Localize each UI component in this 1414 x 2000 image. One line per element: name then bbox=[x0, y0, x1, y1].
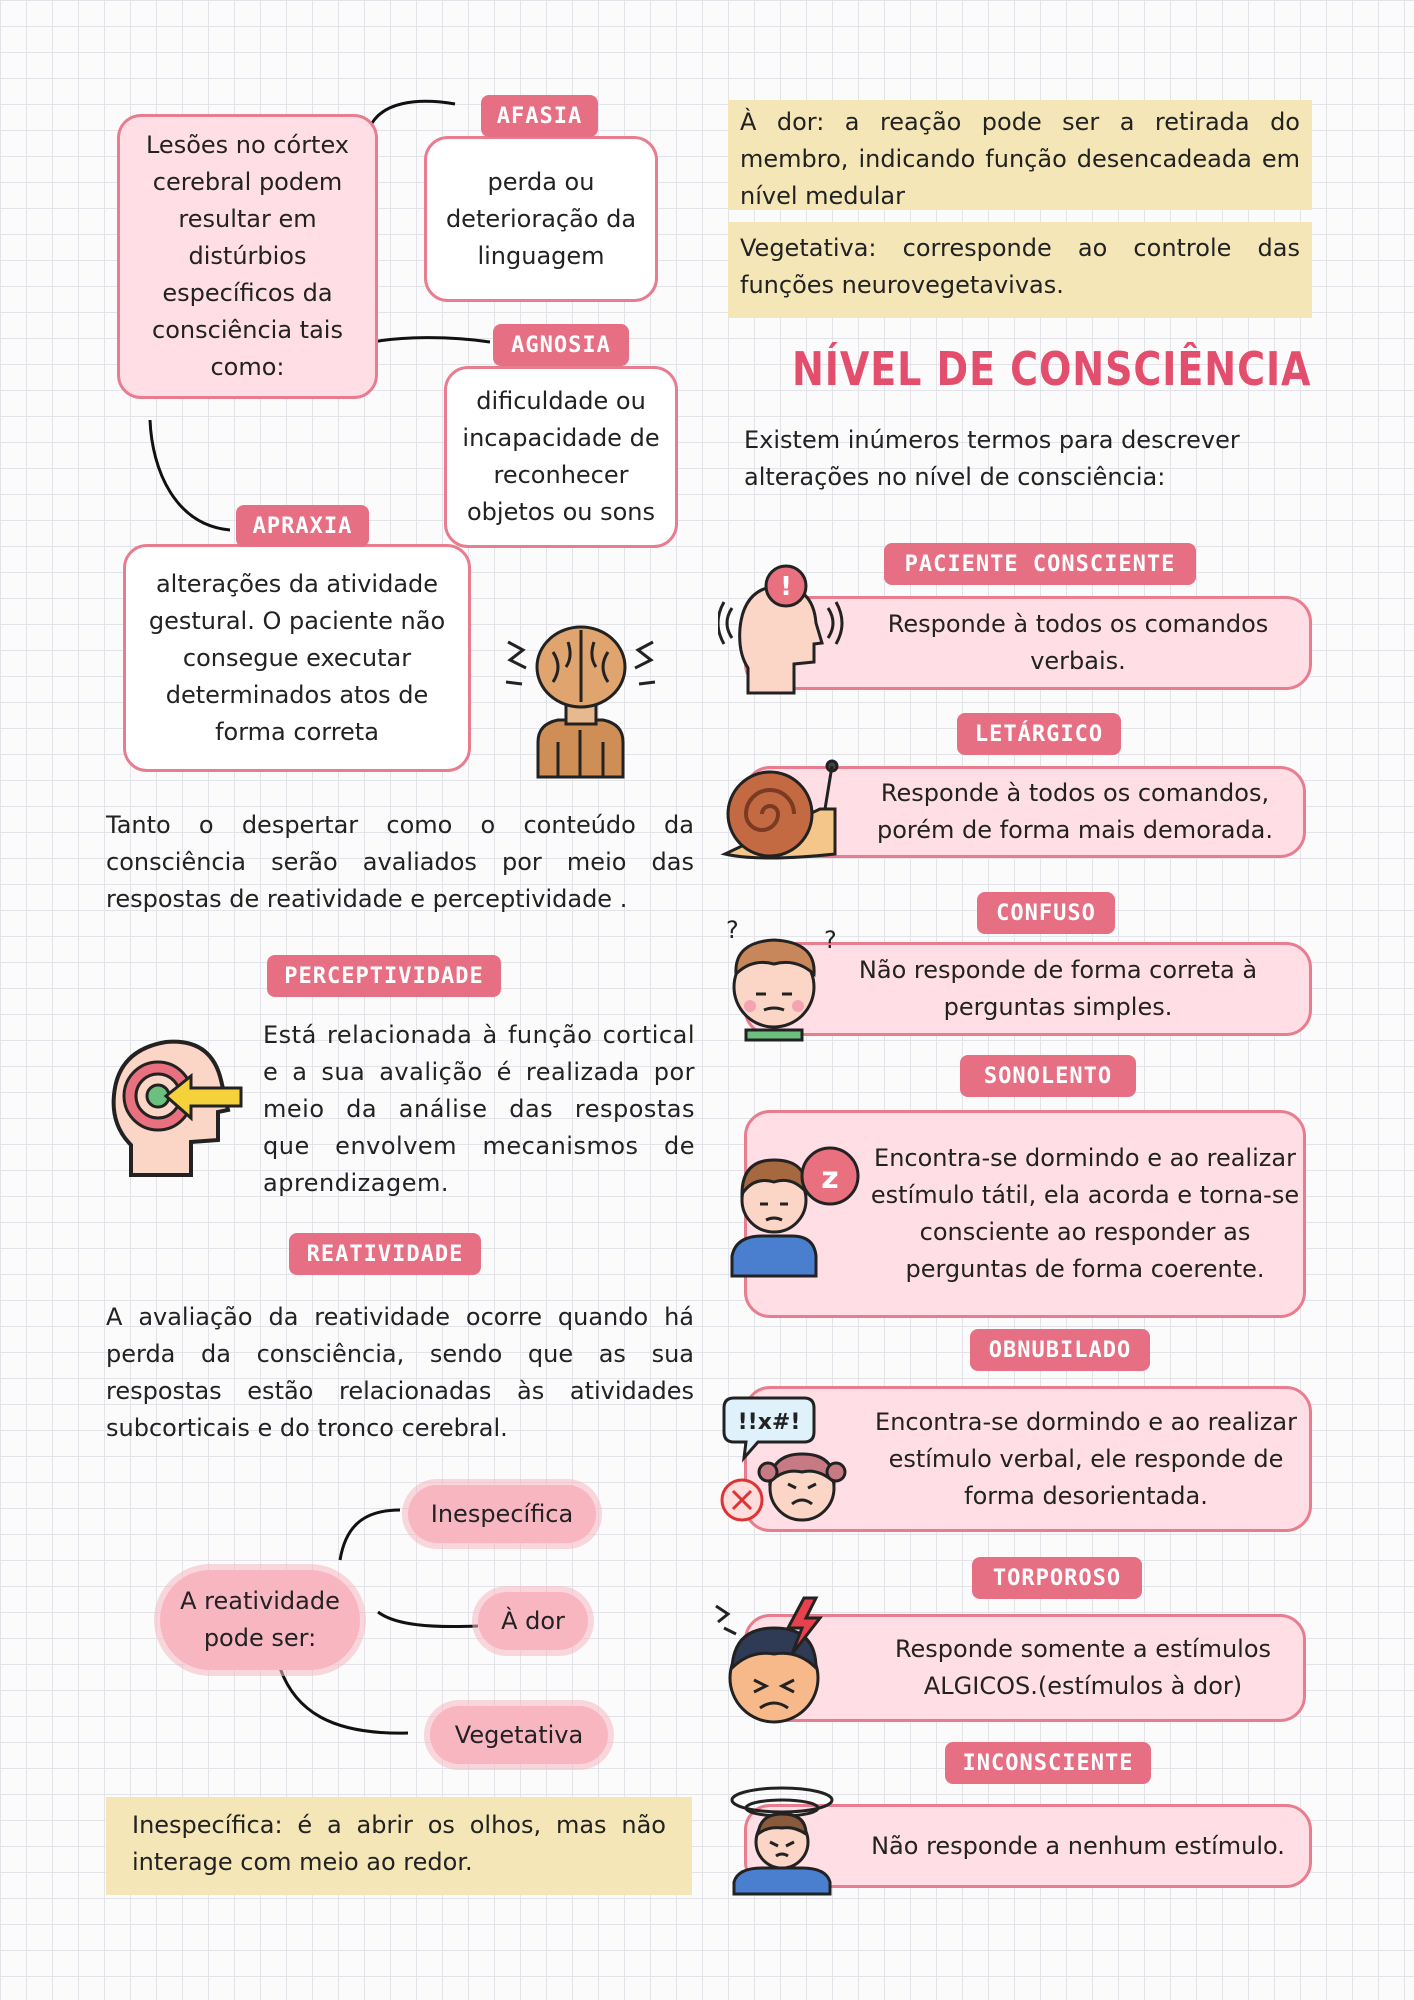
svg-text:?: ? bbox=[824, 926, 837, 954]
afasia-text: perda ou deterioração da linguagem bbox=[445, 167, 637, 270]
level-sonolento-tag: SONOLENTO bbox=[960, 1055, 1136, 1097]
agnosia-text: dificuldade ou incapacidade de reconhecer objetos ou sons bbox=[462, 387, 660, 526]
angry-girl-icon bbox=[718, 1388, 854, 1528]
reatividade-text: A avaliação da reatividade ocorre quando há perda da consciência, sendo que as sua respostas estão relacionadas às atividades subcorticais e do tronco cerebral. bbox=[106, 1303, 694, 1442]
level-letargico-tag: LETÁRGICO bbox=[957, 713, 1121, 755]
svg-text:?: ? bbox=[726, 916, 739, 944]
afasia-box bbox=[424, 136, 658, 302]
level-confuso-text: Não responde de forma correta à perguntas simples. bbox=[858, 956, 1258, 1021]
level-consciente-text: Responde à todos os comandos verbais. bbox=[887, 610, 1269, 675]
afasia-tag: AFASIA bbox=[481, 95, 598, 137]
apraxia-tag: APRAXIA bbox=[236, 505, 369, 547]
intro-text: Existem inúmeros termos para descrever alterações no nível de consciência: bbox=[744, 426, 1240, 491]
level-letargico-text: Responde à todos os comandos, porém de forma mais demorada. bbox=[876, 779, 1274, 844]
apraxia-text: alterações da atividade gestural. O paciente não consegue executar determinados atos de forma correta bbox=[148, 569, 446, 746]
tipo-vegetativa-text: Vegetativa bbox=[454, 1721, 584, 1749]
reatividade-pode-cloud bbox=[160, 1570, 360, 1670]
tipo-inespecifica-cloud bbox=[408, 1485, 596, 1543]
dor-note: À dor: a reação pode ser a retirada do membro, indicando função desencadeada em nível medular bbox=[728, 100, 1312, 210]
level-obnubilado-text: Encontra-se dormindo e ao realizar estímulo verbal, ele responde de forma desorientada. bbox=[875, 1407, 1297, 1510]
speech-bubble-text: !!x#! bbox=[737, 1410, 801, 1435]
agnosia-tag: AGNOSIA bbox=[493, 324, 629, 366]
reatividade-tag: REATIVIDADE bbox=[289, 1233, 481, 1275]
apraxia-box bbox=[123, 544, 471, 772]
despertar-paragraph: Tanto o despertar como o conteúdo da consciência serão avaliados por meio das respostas de reatividade e perceptividade . bbox=[106, 811, 694, 913]
brain-person-icon bbox=[498, 612, 663, 782]
snail-icon bbox=[720, 754, 842, 864]
dizzy-person-icon bbox=[728, 1782, 838, 1896]
inespecifica-note: Inespecífica: é a abrir os olhos, mas não interage com meio ao redor. bbox=[106, 1797, 692, 1895]
perceptividade-tag: PERCEPTIVIDADE bbox=[267, 955, 501, 997]
vegetativa-note: Vegetativa: corresponde ao controle das funções neurovegetavivas. bbox=[728, 222, 1312, 318]
alert-head-icon bbox=[718, 558, 848, 698]
tipo-dor-cloud bbox=[478, 1592, 588, 1650]
agnosia-box bbox=[444, 366, 678, 548]
page-title: NÍVEL DE CONSCIÊNCIA bbox=[792, 342, 1312, 396]
sleepy-boy-icon bbox=[722, 1136, 864, 1278]
tipo-inespecifica-text: Inespecífica bbox=[430, 1500, 574, 1528]
pain-face-icon bbox=[712, 1594, 852, 1728]
level-confuso-tag: CONFUSO bbox=[977, 892, 1115, 934]
tipo-dor-text: À dor bbox=[501, 1607, 565, 1635]
confused-face-icon bbox=[716, 912, 846, 1042]
perceptividade-text: Está relacionada à função cortical e a sua avalição é realizada por meio da análise das respostas que envolvem mecanismos de aprendizagem. bbox=[263, 1021, 695, 1197]
level-torporoso-tag: TORPOROSO bbox=[972, 1557, 1142, 1599]
tipo-vegetativa-cloud bbox=[430, 1706, 608, 1764]
level-obnubilado-tag: OBNUBILADO bbox=[970, 1329, 1150, 1371]
level-inconsciente-text: Não responde a nenhum estímulo. bbox=[871, 1831, 1285, 1860]
svg-text:z: z bbox=[821, 1161, 839, 1196]
lesoes-text: Lesões no córtex cerebral podem resultar em distúrbios específicos da consciência tais como: bbox=[145, 131, 350, 381]
level-sonolento-text: Encontra-se dormindo e ao realizar estímulo tátil, ela acorda e torna-se consciente ao responder as perguntas de forma coerente. bbox=[870, 1144, 1300, 1283]
head-target-icon bbox=[106, 1030, 246, 1180]
level-inconsciente-tag: INCONSCIENTE bbox=[945, 1742, 1151, 1784]
level-consciente-tag: PACIENTE CONSCIENTE bbox=[884, 543, 1196, 585]
svg-text:!: ! bbox=[780, 572, 792, 602]
lesoes-box bbox=[117, 114, 378, 399]
level-torporoso-text: Responde somente a estímulos ALGICOS.(estímulos à dor) bbox=[894, 1635, 1272, 1700]
reatividade-pode-text: A reatividade pode ser: bbox=[180, 1587, 340, 1652]
